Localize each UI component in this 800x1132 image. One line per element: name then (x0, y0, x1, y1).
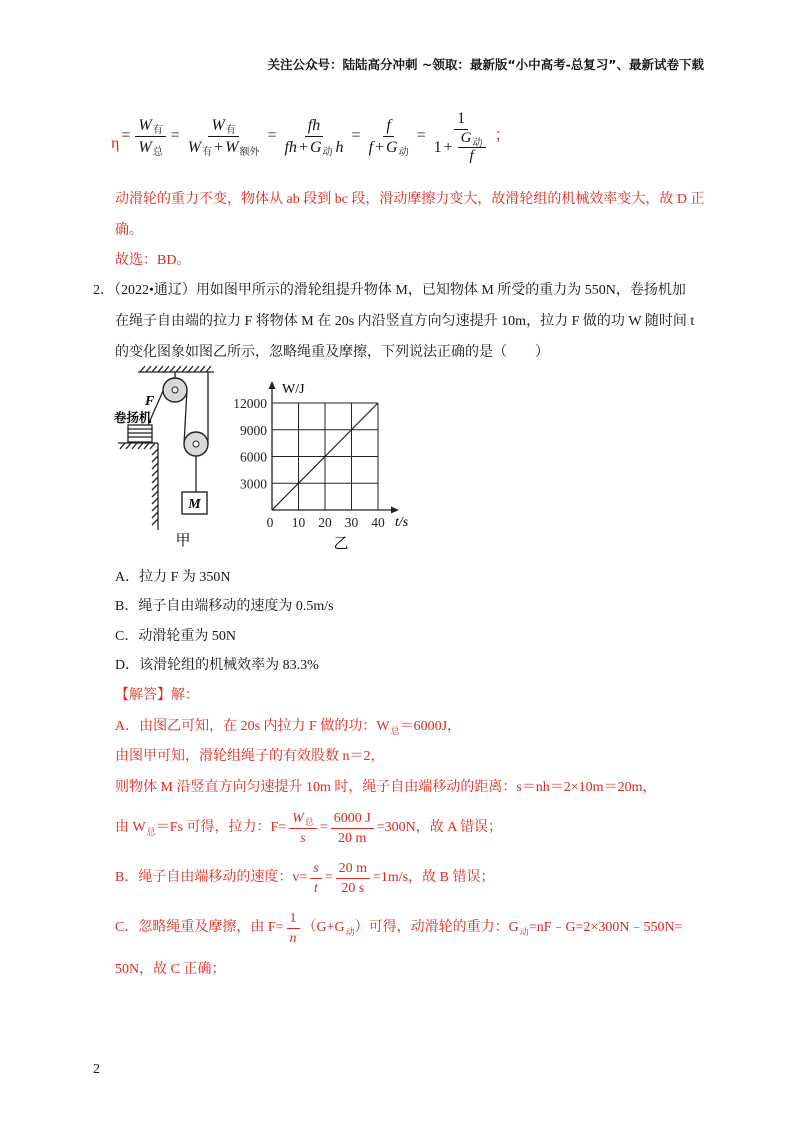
numerator: 20 m (336, 859, 370, 879)
fraction-1-over-n (287, 909, 300, 948)
fraction-g-over-f (458, 130, 486, 165)
solution-text: A．由图乙可知，在 20s 内拉力 F 做的功：W (115, 719, 390, 734)
option-b: B．绳子自由端移动的速度为 0.5m/s (115, 599, 334, 614)
solution-text: ＝Fs 可得，拉力：F= (155, 820, 287, 835)
work-time-chart (230, 375, 425, 555)
number-one: 1 (433, 138, 442, 156)
denominator: 20 s (341, 880, 365, 896)
header-notice: 关注公众号：陆陆高分冲刺 ~领取：最新版“小中高考-总复习”、最新试卷下载 (267, 57, 704, 72)
fraction-w-total-over-s (289, 809, 317, 848)
x-tick-label: 0 (266, 515, 274, 530)
subscript-useful: 有 (225, 124, 236, 136)
solution-b-line (115, 857, 494, 899)
numerator (458, 130, 486, 148)
var-w: W (187, 138, 202, 156)
var-g: G (386, 138, 398, 156)
var-s: s (300, 830, 306, 846)
var-f: f (368, 138, 374, 156)
equals-sign: = (351, 127, 361, 144)
solution-a-line-2: 由图甲可知，滑轮组绳子的有效股数 n＝2， (115, 749, 385, 764)
formula-end-semicolon: ； (494, 127, 511, 144)
denominator: 20 m (338, 830, 367, 846)
fraction-useful-over-total (135, 115, 165, 158)
page-number: 2 (93, 1062, 100, 1077)
solution-c-line-2: 50N，故 C 正确； (115, 962, 226, 977)
numerator (135, 115, 165, 137)
subscript-useful: 有 (152, 124, 163, 136)
numerator (289, 809, 317, 829)
numerator: 1 (287, 909, 300, 929)
x-axis-arrow (391, 507, 399, 514)
solution-a-line-4 (115, 807, 502, 849)
solution-text: B．绳子自由端移动的速度：v= (115, 870, 308, 885)
fraction-fh (281, 115, 346, 158)
option-c: C．动滑轮重为 50N (115, 629, 236, 644)
object-m-label: M (188, 497, 201, 512)
solution-text: =nF﹣G=2×300N﹣550N= (528, 920, 683, 935)
solution-c-line-1 (115, 907, 683, 949)
wall-hatch (152, 449, 158, 525)
var-w: W (138, 116, 152, 134)
efficiency-formula (111, 100, 511, 172)
plus-sign: + (443, 138, 453, 156)
var-h: h (335, 138, 344, 156)
numerator: 6000 J (331, 809, 374, 829)
answer-choice: 故选：BD。 (115, 253, 191, 268)
solution-a-line-3: 则物体 M 沿竖直方向匀速提升 10m 时，绳子自由端移动的距离：s＝nh＝2×10m＝20m， (115, 780, 657, 795)
x-tick-label: 10 (291, 515, 306, 530)
var-g: G (309, 138, 322, 156)
fraction-6000j-over-20m (331, 809, 374, 848)
ceiling-hatch (140, 366, 211, 372)
y-tick-label: 12000 (233, 396, 267, 411)
y-tick-label: 9000 (240, 422, 267, 438)
var-s: s (313, 860, 319, 876)
var-w: W (211, 116, 225, 134)
y-tick-label: 3000 (240, 476, 267, 492)
subscript-total: 总 (146, 827, 156, 837)
solution-heading: 【解答】解： (115, 688, 199, 703)
denominator (185, 137, 263, 158)
solution-a-line-1 (115, 717, 461, 737)
var-f: f (469, 147, 474, 164)
plus-sign: + (375, 138, 385, 156)
analysis-line-2: 确。 (115, 223, 143, 238)
question-line-2: 在绳子自由端的拉力 F 将物体 M 在 20s 内沿竖直方向匀速提升 10m，拉力 F 做的功 W 随时间 t (115, 314, 695, 329)
numerator (208, 115, 238, 137)
subscript-moving: 动 (322, 146, 333, 158)
fraction-one-over (431, 108, 492, 165)
question-line-3: 的变化图象如图乙所示，忽略绳重及摩擦，下列说法正确的是（ ） (115, 345, 549, 360)
fraction-f (366, 115, 412, 158)
subscript-moving: 动 (398, 146, 409, 158)
denominator (281, 137, 346, 158)
plus-sign: + (214, 138, 224, 156)
plus-sign: + (298, 138, 308, 156)
equals-sign: = (170, 127, 180, 144)
numerator (310, 859, 321, 879)
numerator (305, 115, 323, 137)
fraction-useful-over-sum (185, 115, 263, 158)
solution-text: ＝6000J， (399, 719, 462, 734)
subscript-moving: 动 (519, 927, 529, 937)
denominator (366, 137, 412, 158)
equals-sign: = (416, 127, 426, 144)
y-axis-label: W/J (282, 382, 305, 397)
subscript-extra: 额外 (239, 146, 260, 158)
force-label: F (145, 394, 155, 409)
equals-sign: = (121, 127, 131, 144)
winch-label: 卷扬机 (114, 411, 152, 425)
solution-text: =1m/s，故 B 错误； (372, 870, 495, 885)
x-tick-label: 40 (371, 515, 385, 530)
option-d: D．该滑轮组的机械效率为 83.3% (115, 658, 319, 673)
question-line-1: 2．（2022•通辽）用如图甲所示的滑轮组提升物体 M，已知物体 M 所受的重力为 550N，卷扬机加 (93, 283, 686, 298)
var-fh: fh (284, 138, 297, 156)
var-n: n (289, 930, 297, 946)
var-fh: fh (307, 116, 321, 134)
denominator (287, 929, 300, 948)
number-one: 1 (457, 109, 466, 127)
fraction-s-over-t (310, 859, 321, 898)
eta-symbol: η (111, 135, 120, 152)
movable-pulley-axle (193, 441, 199, 447)
numerator (383, 115, 393, 137)
x-axis-label: t/s (395, 515, 409, 530)
fraction-20m-over-20s (336, 859, 370, 898)
subscript-total: 总 (152, 146, 163, 158)
subscript-total: 总 (304, 816, 314, 827)
var-w: W (138, 138, 152, 156)
x-tick-label: 20 (318, 515, 332, 530)
solution-text: （G+G (302, 920, 345, 935)
x-tick-label: 30 (344, 515, 359, 530)
figure-pulley-system (110, 365, 225, 550)
fixed-pulley-axle (172, 387, 178, 393)
option-a: A．拉力 F 为 350N (115, 570, 231, 585)
var-g: G (460, 129, 472, 146)
subscript-moving: 动 (345, 927, 355, 937)
var-w: W (225, 138, 239, 156)
var-f: f (386, 116, 391, 134)
var-w: W (292, 810, 304, 826)
numerator (454, 108, 468, 130)
solution-text: C．忽略绳重及摩擦，由 F= (115, 920, 284, 935)
y-axis-arrow (269, 381, 276, 389)
equals-sign: = (324, 870, 333, 885)
subscript-moving: 动 (472, 137, 483, 149)
var-t: t (314, 880, 318, 896)
figure-caption-jia: 甲 (175, 533, 191, 549)
denominator (311, 879, 321, 898)
analysis-line-1: 动滑轮的重力不变，物体从 ab 段到 bc 段，滑动摩擦力变大，故滑轮组的机械效率变大，故 D 正 (115, 192, 705, 207)
solution-text: ）可得，动滑轮的重力：G (354, 920, 519, 935)
subscript-total: 总 (390, 726, 400, 736)
solution-text: 由 W (115, 820, 146, 835)
subscript-useful: 有 (202, 146, 213, 158)
equals-sign: = (267, 127, 277, 144)
equals-sign: = (319, 820, 328, 835)
platform-hatch (120, 443, 155, 449)
denominator (431, 130, 492, 165)
solution-text: =300N，故 A 错误； (376, 820, 503, 835)
figure-caption-yi: 乙 (333, 536, 349, 552)
y-tick-label: 6000 (240, 449, 267, 465)
